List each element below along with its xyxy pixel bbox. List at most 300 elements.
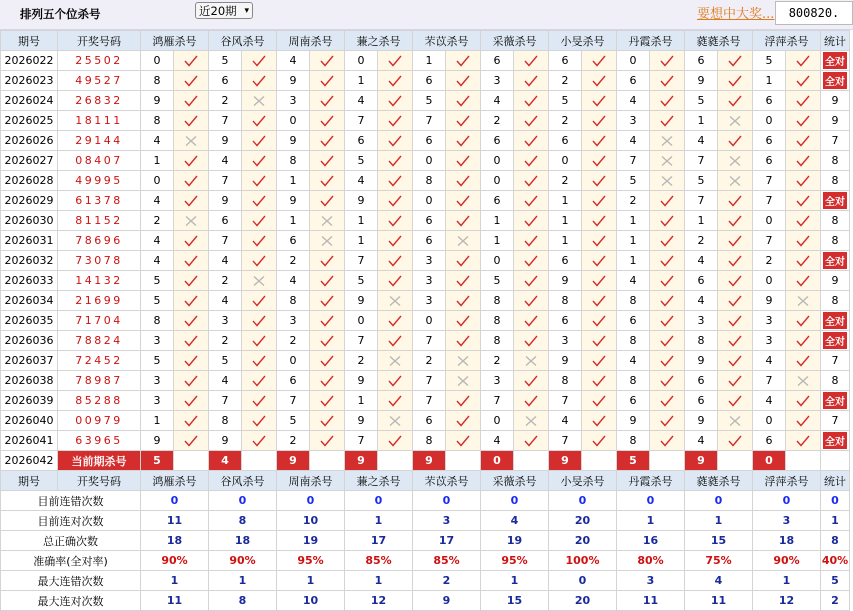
kill-value-cell: 0 (413, 151, 446, 171)
check-icon (524, 435, 538, 447)
hit-mark-cell (514, 251, 549, 271)
hit-mark-cell (310, 391, 345, 411)
hit-mark-cell (174, 171, 209, 191)
hit-mark-cell (174, 311, 209, 331)
check-icon (660, 55, 674, 67)
column-header: 芣苡杀号 (413, 471, 481, 491)
miss-mark-cell (718, 171, 753, 191)
stat-cell (821, 91, 850, 111)
column-header: 蒹之杀号 (345, 471, 413, 491)
kill-value-cell: 3 (549, 331, 582, 351)
cross-icon (796, 295, 810, 307)
summary-value: 0 (549, 491, 617, 511)
check-icon (524, 195, 538, 207)
hit-mark-cell (310, 291, 345, 311)
stat-value: 全对 (823, 392, 847, 409)
issue-cell: 2026033 (1, 271, 58, 291)
kill-value-cell: 8 (617, 331, 650, 351)
kill-value-cell: 3 (685, 311, 718, 331)
column-header: 期号 (1, 31, 58, 51)
column-header: 鸿雁杀号 (141, 31, 209, 51)
check-icon (592, 335, 606, 347)
kill-value-cell: 9 (277, 71, 310, 91)
hit-mark-cell (650, 51, 685, 71)
kill-value-cell: 9 (685, 71, 718, 91)
kill-value-cell: 9 (209, 191, 242, 211)
check-icon (184, 335, 198, 347)
summary-value: 0 (209, 491, 277, 511)
kill-value-cell: 1 (617, 211, 650, 231)
kill-value-cell: 2 (617, 191, 650, 211)
summary-value: 4 (685, 571, 753, 591)
table-row (1, 231, 850, 251)
check-icon (524, 175, 538, 187)
check-icon (524, 155, 538, 167)
kill-value-cell: 5 (413, 91, 446, 111)
kill-value-cell: 4 (141, 251, 174, 271)
hit-mark-cell (650, 311, 685, 331)
check-icon (592, 395, 606, 407)
check-icon (456, 175, 470, 187)
current-kill-value: 9 (549, 451, 582, 471)
stat-value: 7 (831, 354, 839, 367)
check-icon (796, 95, 810, 107)
hit-mark-cell (378, 51, 413, 71)
kill-value-cell: 8 (549, 291, 582, 311)
check-icon (524, 335, 538, 347)
hit-mark-cell (582, 411, 617, 431)
summary-label: 总正确次数 (1, 531, 141, 551)
kill-value-cell: 7 (413, 331, 446, 351)
kill-value-cell: 6 (413, 131, 446, 151)
column-header: 芣苡杀号 (413, 31, 481, 51)
kill-value-cell: 4 (141, 131, 174, 151)
check-icon (592, 95, 606, 107)
hit-mark-cell (446, 431, 481, 451)
hit-mark-cell (174, 411, 209, 431)
stat-cell (821, 271, 850, 291)
kill-value-cell: 7 (345, 331, 378, 351)
check-icon (728, 355, 742, 367)
check-icon (388, 95, 402, 107)
check-icon (456, 95, 470, 107)
stat-cell (821, 331, 850, 351)
summary-value: 1 (821, 511, 850, 531)
kill-value-cell: 0 (617, 51, 650, 71)
kill-value-cell: 7 (209, 231, 242, 251)
hit-mark-cell (378, 151, 413, 171)
issue-cell: 2026035 (1, 311, 58, 331)
check-icon (252, 295, 266, 307)
hit-mark-cell (786, 171, 821, 191)
kill-value-cell: 7 (753, 191, 786, 211)
kill-value-cell: 2 (549, 111, 582, 131)
hit-mark-cell (446, 291, 481, 311)
table-row (1, 51, 850, 71)
check-icon (252, 375, 266, 387)
draw-number-cell: 81152 (58, 211, 141, 231)
table-row (1, 351, 850, 371)
current-kill-value: 9 (345, 451, 378, 471)
kill-value-cell: 5 (617, 171, 650, 191)
hit-mark-cell (582, 211, 617, 231)
hit-mark-cell (310, 351, 345, 371)
check-icon (252, 435, 266, 447)
kill-value-cell: 0 (277, 351, 310, 371)
hit-mark-cell (650, 211, 685, 231)
kill-value-cell: 1 (549, 211, 582, 231)
miss-mark-cell (786, 371, 821, 391)
summary-value: 1 (753, 571, 821, 591)
hit-mark-cell (650, 371, 685, 391)
current-kill-value: 0 (481, 451, 514, 471)
hit-mark-cell (310, 91, 345, 111)
table-row (1, 211, 850, 231)
kill-value-cell: 4 (209, 251, 242, 271)
check-icon (252, 135, 266, 147)
hit-mark-cell (174, 251, 209, 271)
hit-mark-cell (718, 271, 753, 291)
kill-value-cell: 6 (277, 371, 310, 391)
stat-cell (821, 351, 850, 371)
kill-value-cell: 2 (209, 271, 242, 291)
hit-mark-cell (242, 151, 277, 171)
issue-cell: 2026038 (1, 371, 58, 391)
check-icon (592, 295, 606, 307)
kill-value-cell: 2 (209, 331, 242, 351)
kill-value-cell: 1 (345, 71, 378, 91)
column-header: 采薇杀号 (481, 31, 549, 51)
column-header: 蒹之杀号 (345, 31, 413, 51)
current-kill-value: 9 (277, 451, 310, 471)
check-icon (524, 55, 538, 67)
hit-mark-cell (786, 111, 821, 131)
cross-icon (728, 115, 742, 127)
table-row (1, 111, 850, 131)
summary-value: 19 (481, 531, 549, 551)
hit-mark-cell (242, 111, 277, 131)
check-icon (184, 155, 198, 167)
summary-value: 20 (549, 511, 617, 531)
check-icon (592, 115, 606, 127)
kill-value-cell: 6 (413, 71, 446, 91)
check-icon (592, 275, 606, 287)
hit-mark-cell (174, 431, 209, 451)
table-row (1, 431, 850, 451)
hit-mark-cell (582, 71, 617, 91)
kill-value-cell: 0 (753, 111, 786, 131)
hit-mark-cell (242, 391, 277, 411)
check-icon (796, 195, 810, 207)
check-icon (320, 375, 334, 387)
hit-mark-cell (786, 91, 821, 111)
stat-cell (821, 71, 850, 91)
hit-mark-cell (786, 311, 821, 331)
stat-value: 8 (831, 234, 839, 247)
check-icon (728, 215, 742, 227)
check-icon (184, 75, 198, 87)
hit-mark-cell (378, 171, 413, 191)
cross-icon (320, 215, 334, 227)
check-icon (252, 175, 266, 187)
empty-cell (718, 451, 753, 471)
check-icon (320, 75, 334, 87)
kill-value-cell: 2 (277, 331, 310, 351)
hit-mark-cell (650, 191, 685, 211)
column-header: 开奖号码 (58, 31, 141, 51)
hit-mark-cell (786, 271, 821, 291)
kill-value-cell: 6 (685, 271, 718, 291)
hit-mark-cell (446, 311, 481, 331)
empty-cell (821, 451, 850, 471)
hit-mark-cell (786, 231, 821, 251)
kill-value-cell: 8 (617, 431, 650, 451)
cross-icon (660, 175, 674, 187)
check-icon (728, 295, 742, 307)
check-icon (796, 235, 810, 247)
issue-cell: 2026025 (1, 111, 58, 131)
cross-icon (184, 135, 198, 147)
hit-mark-cell (582, 391, 617, 411)
kill-value-cell: 9 (141, 431, 174, 451)
hit-mark-cell (514, 131, 549, 151)
check-icon (252, 335, 266, 347)
stat-cell (821, 211, 850, 231)
hit-mark-cell (242, 291, 277, 311)
hit-mark-cell (310, 271, 345, 291)
summary-value: 0 (413, 491, 481, 511)
table-row (1, 71, 850, 91)
empty-cell (514, 451, 549, 471)
summary-value: 16 (617, 531, 685, 551)
check-icon (388, 195, 402, 207)
check-icon (252, 155, 266, 167)
check-icon (320, 275, 334, 287)
hit-mark-cell (446, 191, 481, 211)
cross-icon (524, 355, 538, 367)
check-icon (388, 395, 402, 407)
kill-value-cell: 5 (685, 91, 718, 111)
cross-icon (388, 355, 402, 367)
stat-cell (821, 371, 850, 391)
check-icon (184, 255, 198, 267)
draw-number-cell: 71704 (58, 311, 141, 331)
check-icon (592, 215, 606, 227)
hit-mark-cell (718, 91, 753, 111)
cross-icon (728, 415, 742, 427)
hit-mark-cell (786, 191, 821, 211)
hit-mark-cell (446, 111, 481, 131)
check-icon (728, 315, 742, 327)
hit-mark-cell (650, 391, 685, 411)
check-icon (796, 155, 810, 167)
kill-value-cell: 7 (481, 391, 514, 411)
period-select-value: 近20期 (199, 4, 237, 18)
miss-mark-cell (650, 131, 685, 151)
column-header: 统计 (821, 31, 850, 51)
kill-value-cell: 4 (617, 131, 650, 151)
miss-mark-cell (650, 151, 685, 171)
summary-value: 15 (481, 591, 549, 611)
summary-value: 80% (617, 551, 685, 571)
check-icon (524, 235, 538, 247)
check-icon (796, 215, 810, 227)
stat-value: 7 (831, 134, 839, 147)
hit-mark-cell (446, 131, 481, 151)
check-icon (320, 315, 334, 327)
column-header: 周南杀号 (277, 471, 345, 491)
draw-number-cell: 08407 (58, 151, 141, 171)
check-icon (660, 235, 674, 247)
check-icon (320, 415, 334, 427)
kill-value-cell: 2 (277, 431, 310, 451)
hit-mark-cell (242, 211, 277, 231)
check-icon (456, 215, 470, 227)
check-icon (796, 255, 810, 267)
hit-mark-cell (650, 431, 685, 451)
kill-value-cell: 2 (345, 351, 378, 371)
kill-value-cell: 4 (685, 131, 718, 151)
hit-mark-cell (310, 191, 345, 211)
summary-value: 1 (141, 571, 209, 591)
kill-value-cell: 6 (549, 131, 582, 151)
hit-mark-cell (242, 231, 277, 251)
kill-value-cell: 8 (413, 171, 446, 191)
stat-cell (821, 151, 850, 171)
kill-value-cell: 7 (685, 151, 718, 171)
kill-value-cell: 0 (277, 111, 310, 131)
promo-link[interactable]: 要想中大奖... (697, 7, 775, 22)
current-kill-value: 5 (141, 451, 174, 471)
kill-value-cell: 0 (481, 411, 514, 431)
empty-cell (310, 451, 345, 471)
draw-number-cell: 49995 (58, 171, 141, 191)
hit-mark-cell (514, 111, 549, 131)
kill-value-cell: 8 (481, 331, 514, 351)
draw-number-cell: 29144 (58, 131, 141, 151)
summary-value: 0 (685, 491, 753, 511)
kill-value-cell: 8 (413, 431, 446, 451)
check-icon (660, 315, 674, 327)
stat-cell (821, 111, 850, 131)
period-select[interactable] (195, 2, 253, 19)
kill-number-table (0, 30, 850, 611)
summary-value: 90% (753, 551, 821, 571)
hit-mark-cell (378, 211, 413, 231)
hit-mark-cell (786, 211, 821, 231)
check-icon (184, 115, 198, 127)
check-icon (456, 55, 470, 67)
stat-value: 8 (831, 174, 839, 187)
cross-icon (524, 415, 538, 427)
check-icon (660, 95, 674, 107)
hit-mark-cell (786, 151, 821, 171)
hit-mark-cell (174, 151, 209, 171)
empty-cell (242, 451, 277, 471)
kill-value-cell: 8 (209, 411, 242, 431)
miss-mark-cell (310, 231, 345, 251)
hit-mark-cell (310, 51, 345, 71)
miss-mark-cell (650, 171, 685, 191)
stat-cell (821, 251, 850, 271)
stat-cell (821, 231, 850, 251)
cross-icon (320, 235, 334, 247)
kill-value-cell: 9 (345, 371, 378, 391)
summary-value: 18 (209, 531, 277, 551)
cross-icon (252, 95, 266, 107)
check-icon (252, 315, 266, 327)
stat-value: 全对 (823, 72, 847, 89)
kill-value-cell: 7 (345, 431, 378, 451)
summary-label: 目前连错次数 (1, 491, 141, 511)
check-icon (252, 395, 266, 407)
check-icon (184, 235, 198, 247)
check-icon (660, 435, 674, 447)
check-icon (456, 75, 470, 87)
hit-mark-cell (446, 391, 481, 411)
kill-value-cell: 2 (141, 211, 174, 231)
hit-mark-cell (718, 351, 753, 371)
draw-number-cell: 73078 (58, 251, 141, 271)
summary-value: 20 (549, 591, 617, 611)
kill-value-cell: 0 (345, 311, 378, 331)
hit-mark-cell (378, 231, 413, 251)
check-icon (660, 75, 674, 87)
hit-mark-cell (378, 371, 413, 391)
kill-value-cell: 9 (753, 291, 786, 311)
hit-mark-cell (582, 111, 617, 131)
kill-value-cell: 2 (413, 351, 446, 371)
check-icon (252, 235, 266, 247)
check-icon (388, 275, 402, 287)
check-icon (320, 335, 334, 347)
kill-value-cell: 5 (209, 51, 242, 71)
check-icon (796, 335, 810, 347)
hit-mark-cell (310, 71, 345, 91)
column-header: 谷风杀号 (209, 471, 277, 491)
check-icon (456, 255, 470, 267)
hit-mark-cell (514, 91, 549, 111)
stat-value: 9 (831, 94, 839, 107)
kill-value-cell: 6 (685, 391, 718, 411)
check-icon (728, 75, 742, 87)
kill-value-cell: 8 (277, 151, 310, 171)
summary-value: 2 (413, 571, 481, 591)
hit-mark-cell (582, 131, 617, 151)
kill-value-cell: 6 (345, 131, 378, 151)
kill-value-cell: 4 (481, 431, 514, 451)
kill-value-cell: 3 (481, 371, 514, 391)
hit-mark-cell (582, 431, 617, 451)
summary-value: 1 (617, 511, 685, 531)
hit-mark-cell (582, 271, 617, 291)
stat-cell (821, 291, 850, 311)
hit-mark-cell (718, 71, 753, 91)
hit-mark-cell (310, 411, 345, 431)
empty-cell (650, 451, 685, 471)
summary-label: 准确率(全对率) (1, 551, 141, 571)
check-icon (592, 135, 606, 147)
kill-value-cell: 0 (753, 211, 786, 231)
check-icon (660, 115, 674, 127)
hit-mark-cell (378, 91, 413, 111)
kill-value-cell: 8 (141, 71, 174, 91)
check-icon (660, 395, 674, 407)
kill-value-cell: 9 (345, 291, 378, 311)
kill-value-cell: 4 (345, 91, 378, 111)
kill-value-cell: 6 (753, 91, 786, 111)
stat-cell (821, 311, 850, 331)
